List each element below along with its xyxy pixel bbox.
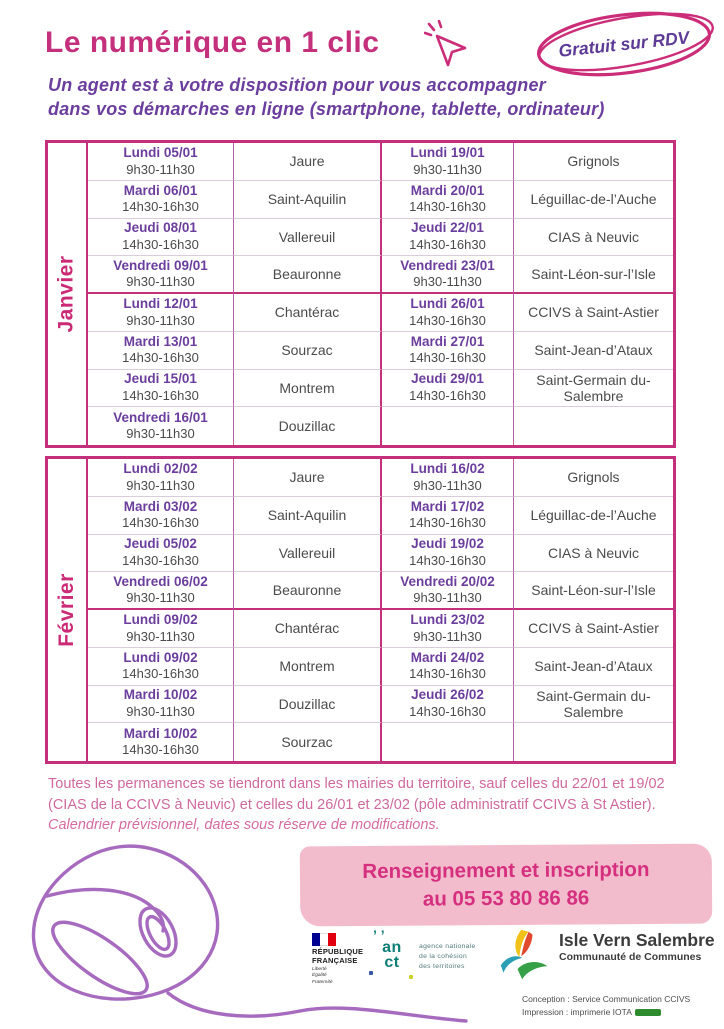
schedule-time: 9h30-11h30 (126, 274, 195, 290)
schedule-date-cell (88, 181, 234, 219)
schedule-date-cell (88, 294, 234, 332)
cursor-click-icon (424, 20, 468, 75)
schedule-day: Mardi 24/02 (410, 649, 485, 665)
badge-label: Gratuit sur RDV (557, 27, 691, 61)
schedule-date-cell (88, 497, 234, 535)
schedule-place-cell: Saint-Germain du-Salembre (514, 686, 673, 724)
rf-motto-2: Égalité (312, 973, 327, 979)
schedule-table-february (45, 456, 676, 764)
month-label: Janvier (48, 143, 88, 445)
schedule-day: Lundi 16/02 (410, 460, 485, 476)
schedule-time: 9h30-11h30 (126, 161, 195, 177)
schedule-day: Jeudi 22/01 (411, 220, 484, 236)
schedule-date-cell (382, 143, 514, 181)
schedule-place-cell: Saint-Léon-sur-l’Isle (514, 572, 673, 610)
schedule-time: 9h30-11h30 (413, 477, 482, 493)
schedule-day: Lundi 05/01 (123, 144, 198, 160)
schedule-time: 14h30-16h30 (409, 553, 486, 569)
schedule-day: Vendredi 09/01 (113, 257, 208, 273)
mouse-line-art-icon (0, 833, 470, 1029)
schedule-date-cell (88, 686, 234, 724)
schedule-day: Jeudi 19/02 (411, 536, 484, 552)
schedule-date-cell (382, 294, 514, 332)
schedule-day: Mardi 20/01 (410, 182, 485, 198)
schedule-date-cell (382, 459, 514, 497)
notes-disclaimer: Calendrier prévisionnel, dates sous réserve de modifications. (48, 817, 440, 833)
schedule-time: 14h30-16h30 (409, 704, 486, 720)
schedule-date-cell (382, 332, 514, 370)
schedule-place-cell: Grignols (514, 459, 673, 497)
schedule-time: 9h30-11h30 (413, 274, 482, 290)
schedule-time: 9h30-11h30 (126, 477, 195, 493)
schedule-date-cell (88, 535, 234, 573)
schedule-place-cell: Léguillac-de-l’Auche (514, 181, 673, 219)
schedule-place-cell (514, 723, 673, 761)
anct-top: ’ ’ an (382, 938, 402, 956)
schedule-date-cell (88, 723, 234, 761)
schedule-date-cell (88, 407, 234, 445)
anct-text-2: de la cohésion (419, 952, 468, 960)
schedule-place-cell: Douzillac (234, 407, 382, 445)
schedule-place-cell: Saint-Germain du-Salembre (514, 370, 673, 408)
schedule-day: Mardi 27/01 (410, 333, 485, 349)
schedule-day: Mardi 10/02 (123, 687, 198, 703)
schedule-place-cell: CIAS à Neuvic (514, 219, 673, 257)
schedule-day: Jeudi 26/02 (411, 687, 484, 703)
rf-motto-3: Fraternité (312, 979, 333, 985)
schedule-time: 14h30-16h30 (409, 515, 486, 531)
schedule-day: Lundi 12/01 (123, 295, 198, 311)
schedule-time: 9h30-11h30 (126, 590, 195, 606)
isle-vern-salembre-logo (497, 927, 715, 985)
french-flag-icon (312, 933, 336, 946)
schedule-place-cell: Saint-Aquilin (234, 181, 382, 219)
schedule-place-cell: Vallereuil (234, 219, 382, 257)
schedule-place-cell: Montrem (234, 370, 382, 408)
schedule-place-cell: Saint-Jean-d’Ataux (514, 648, 673, 686)
anct-bottom: ct (384, 954, 400, 971)
schedule-place-cell: Jaure (234, 459, 382, 497)
schedule-place-cell: Chantérac (234, 610, 382, 648)
schedule-date-cell (382, 648, 514, 686)
month-label: Février (48, 459, 88, 761)
schedule-place-cell: Grignols (514, 143, 673, 181)
schedule-date-cell (88, 256, 234, 294)
schedule-time: 9h30-11h30 (413, 628, 482, 644)
contact-line1: Renseignement et inscription (362, 858, 650, 884)
subtitle-line2: dans vos démarches en ligne (smartphone, tablette, ordinateur) (48, 98, 605, 119)
schedule-place-cell: Douzillac (234, 686, 382, 724)
anct-logo (371, 933, 476, 977)
schedule-day: Mardi 06/01 (123, 182, 198, 198)
schedule-time: 14h30-16h30 (409, 237, 486, 253)
credit-conception: Conception : Service Communication CCIVS (522, 994, 691, 1004)
schedule-time: 14h30-16h30 (122, 388, 199, 404)
schedule-place-cell: CCIVS à Saint-Astier (514, 294, 673, 332)
schedule-day: Mardi 10/02 (123, 725, 198, 741)
schedule-date-cell (382, 723, 514, 761)
schedule-time: 14h30-16h30 (409, 312, 486, 328)
schedule-time: 14h30-16h30 (122, 742, 199, 758)
anct-text-1: agence nationale (419, 943, 476, 950)
schedule-time: 14h30-16h30 (409, 388, 486, 404)
contact-phone: au 05 53 80 86 86 (422, 886, 590, 911)
schedule-day: Mardi 13/01 (123, 333, 198, 349)
anct-monogram-icon (371, 933, 413, 977)
schedule-place-cell: CCIVS à Saint-Astier (514, 610, 673, 648)
schedule-date-cell (382, 181, 514, 219)
schedule-time: 14h30-16h30 (122, 666, 199, 682)
schedule-time: 14h30-16h30 (122, 199, 199, 215)
rf-name-line1: RÉPUBLIQUE (312, 947, 364, 956)
schedule-date-cell (88, 610, 234, 648)
schedule-day: Mardi 03/02 (123, 498, 198, 514)
subtitle (48, 74, 668, 122)
ivs-subtitle: Communauté de Communes (559, 951, 702, 964)
schedule-day: Vendredi 23/01 (400, 257, 495, 273)
anct-text-3: des territoires (419, 962, 465, 970)
schedule-date-cell (88, 648, 234, 686)
schedule-place-cell: CIAS à Neuvic (514, 535, 673, 573)
schedule-time: 14h30-16h30 (122, 515, 199, 531)
schedule-place-cell: Saint-Aquilin (234, 497, 382, 535)
schedule-day: Jeudi 29/01 (411, 371, 484, 387)
schedule-time: 14h30-16h30 (122, 553, 199, 569)
schedule-date-cell (88, 572, 234, 610)
schedule-date-cell (382, 407, 514, 445)
schedule-date-cell (382, 370, 514, 408)
schedule-day: Mardi 17/02 (410, 498, 485, 514)
schedule-place-cell (514, 407, 673, 445)
schedule-place-cell: Saint-Léon-sur-l’Isle (514, 256, 673, 294)
schedule-time: 14h30-16h30 (409, 666, 486, 682)
ivs-swoosh-icon (497, 927, 553, 985)
schedule-place-cell: Chantérac (234, 294, 382, 332)
schedule-time: 9h30-11h30 (126, 704, 195, 720)
schedule-day: Vendredi 06/02 (113, 573, 208, 589)
credit-impression (522, 1006, 690, 1019)
schedule-time: 14h30-16h30 (409, 350, 486, 366)
schedule-place-cell: Jaure (234, 143, 382, 181)
schedule-time: 14h30-16h30 (122, 237, 199, 253)
schedule-date-cell (382, 686, 514, 724)
notes-paragraph (48, 774, 692, 815)
schedule-place-cell: Saint-Jean-d’Ataux (514, 332, 673, 370)
imprim-vert-icon (635, 1009, 661, 1016)
schedule-date-cell (382, 256, 514, 294)
schedule-day: Vendredi 16/01 (113, 409, 208, 425)
schedule-place-cell: Léguillac-de-l’Auche (514, 497, 673, 535)
schedule-time: 14h30-16h30 (409, 199, 486, 215)
schedule-day: Lundi 09/02 (123, 611, 198, 627)
notes-line1: Toutes les permanences se tiendront dans les mairies du territoire, sauf celles du 22/01 et 19/02 (48, 776, 665, 792)
schedule-place-cell: Montrem (234, 648, 382, 686)
notes-line2: (CIAS de la CCIVS à Neuvic) et celles du 26/01 et 23/02 (pôle administratif CCIVS à St Astier). (48, 796, 656, 813)
credit-impression-text: Impression : imprimerie IOTA (522, 1006, 632, 1017)
schedule-place-cell: Vallereuil (234, 535, 382, 573)
schedule-day: Lundi 09/02 (123, 649, 198, 665)
ivs-name: Isle Vern Salembre (559, 930, 715, 950)
schedule-place-cell: Sourzac (234, 723, 382, 761)
schedule-date-cell (382, 219, 514, 257)
schedule-place-cell: Beauronne (234, 572, 382, 610)
republique-francaise-logo (312, 933, 370, 986)
schedule-place-cell: Sourzac (234, 332, 382, 370)
schedule-place-cell: Beauronne (234, 256, 382, 294)
schedule-day: Jeudi 05/02 (124, 536, 197, 552)
schedule-date-cell (88, 143, 234, 181)
schedule-day: Lundi 19/01 (410, 144, 485, 160)
schedule-time: 14h30-16h30 (122, 350, 199, 366)
schedule-date-cell (382, 497, 514, 535)
schedule-time: 9h30-11h30 (126, 628, 195, 644)
schedule-time: 9h30-11h30 (126, 426, 195, 442)
schedule-time: 9h30-11h30 (413, 161, 482, 177)
schedule-date-cell (382, 572, 514, 610)
schedule-day: Lundi 02/02 (123, 460, 198, 476)
schedule-date-cell (382, 535, 514, 573)
schedule-time: 9h30-11h30 (126, 312, 195, 328)
schedule-date-cell (382, 610, 514, 648)
schedule-date-cell (88, 332, 234, 370)
schedule-table-january (45, 140, 676, 448)
schedule-date-cell (88, 459, 234, 497)
schedule-time: 9h30-11h30 (413, 590, 482, 606)
schedule-day: Vendredi 20/02 (400, 573, 495, 589)
page-title: Le numérique en 1 clic (45, 26, 380, 59)
credits (522, 993, 690, 1019)
schedule-date-cell (88, 219, 234, 257)
schedule-day: Jeudi 08/01 (124, 220, 197, 236)
schedule-day: Lundi 23/02 (410, 611, 485, 627)
rf-name-line2: FRANÇAISE (312, 955, 358, 965)
schedule-date-cell (88, 370, 234, 408)
rf-motto-1: Liberté (312, 967, 327, 973)
subtitle-line1: Un agent est à votre disposition pour vous accompagner (48, 75, 546, 95)
schedule-day: Jeudi 15/01 (124, 371, 197, 387)
schedule-day: Lundi 26/01 (410, 295, 485, 311)
